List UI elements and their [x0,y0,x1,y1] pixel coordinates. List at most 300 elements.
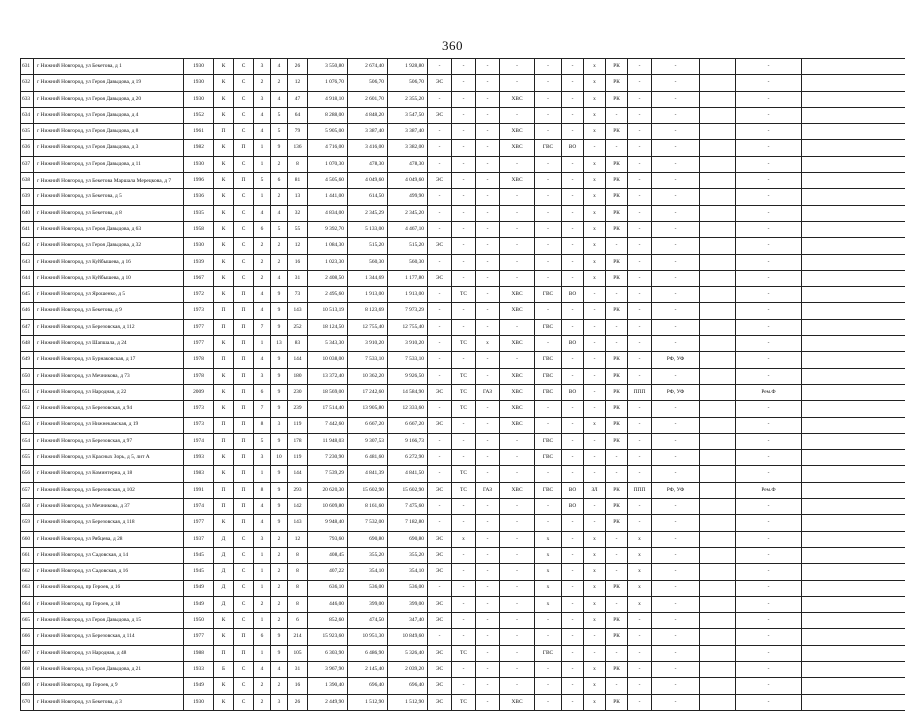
table-cell: 354,10 [388,564,428,580]
table-cell [700,303,736,319]
table-cell: 1 [254,156,271,172]
table-cell: С [234,238,254,254]
table-cell: 9 307,53 [348,433,388,449]
table-cell: 17 514,40 [308,401,348,417]
table-cell: - [452,91,476,107]
table-cell: - [584,499,606,515]
table-cell: ЭС [428,661,452,677]
table-cell: 9 392,70 [308,221,348,237]
table-cell: 13 372,40 [308,368,348,384]
table-cell: - [562,91,584,107]
table-cell: 2 [254,596,271,612]
table-cell: РК [606,189,628,205]
table-cell: - [452,221,476,237]
table-cell: х [584,59,606,75]
table-cell: - [652,254,700,270]
table-cell [802,547,905,563]
table-cell: 399,00 [348,596,388,612]
table-cell: 83 [288,336,308,352]
table-cell: С [234,75,254,91]
table-cell: П [214,303,234,319]
table-cell: х [628,580,652,596]
table-cell: - [736,661,802,677]
table-cell: 1 177,80 [388,270,428,286]
table-cell: ХВС [500,124,535,140]
table-cell: - [428,91,452,107]
table-cell: 12 [288,75,308,91]
table-cell: С [234,221,254,237]
table-cell: РК [606,499,628,515]
table-cell: ГВС [535,645,562,661]
table-cell: К [214,270,234,286]
table-cell: ТС [452,645,476,661]
table-cell: 1 [254,140,271,156]
table-cell [802,91,905,107]
table-cell: - [736,629,802,645]
table-cell: - [628,515,652,531]
table-cell: 8 [288,156,308,172]
table-cell: ТС [452,336,476,352]
table-cell: - [428,156,452,172]
table-cell: С [234,547,254,563]
table-cell: 7 182,80 [388,515,428,531]
table-cell: г Нижний Новгород, пр Героев, д 16 [34,580,184,596]
table-cell: х [584,189,606,205]
table-cell: - [500,189,535,205]
table-cell: 9 [271,140,288,156]
table-cell [700,368,736,384]
table-cell: 1977 [184,336,214,352]
table-cell: х [584,613,606,629]
table-cell: - [652,531,700,547]
table-cell: 6 486,90 [348,645,388,661]
table-cell [700,91,736,107]
table-cell: - [606,238,628,254]
table-cell: 1973 [184,401,214,417]
table-cell: П [214,124,234,140]
table-cell: П [234,319,254,335]
table-cell: - [584,645,606,661]
table-cell: х [584,221,606,237]
table-cell: 661 [21,547,34,563]
table-cell: 2 [271,678,288,694]
table-cell [802,678,905,694]
table-cell: 31 [288,270,308,286]
table-cell: ТС [452,482,476,498]
table-cell [802,450,905,466]
table-cell: - [428,433,452,449]
table-cell: 9 166,73 [388,433,428,449]
table-cell: 8 123,69 [348,303,388,319]
table-row [21,156,905,172]
table-cell: - [584,140,606,156]
table-cell: - [652,515,700,531]
table-cell: - [736,336,802,352]
table-cell: - [500,678,535,694]
table-cell: - [652,417,700,433]
table-cell: 696,40 [388,678,428,694]
table-cell [802,238,905,254]
table-cell: 2 [271,238,288,254]
table-cell: 446,00 [308,596,348,612]
table-cell: - [535,75,562,91]
table-cell: - [628,140,652,156]
table-cell: г Нижний Новгород, ул Мечникова, д 37 [34,499,184,515]
table-cell: ХВС [500,401,535,417]
table-cell: - [500,645,535,661]
table-cell: - [584,401,606,417]
table-cell: 1930 [184,59,214,75]
table-cell: К [214,59,234,75]
table-cell: 1978 [184,368,214,384]
table-cell: ЭС [428,75,452,91]
table-cell: 9 [271,401,288,417]
table-cell: - [500,499,535,515]
table-cell: 32 [288,205,308,221]
table-cell: х [584,124,606,140]
table-cell: - [652,238,700,254]
table-cell: П [234,515,254,531]
table-cell: - [428,336,452,352]
table-cell: 7 230,90 [308,450,348,466]
table-cell: ЭС [428,238,452,254]
table-cell: г Нижний Новгород, ул Героя Давыдова, д 63 [34,221,184,237]
table-cell: 1993 [184,450,214,466]
table-cell: 1977 [184,515,214,531]
table-cell: - [562,547,584,563]
table-cell [802,661,905,677]
table-cell: г Нижний Новгород, ул Ярошенко, д 5 [34,287,184,303]
table-cell: - [628,319,652,335]
table-cell: ГВС [535,450,562,466]
table-cell: 3 387,40 [388,124,428,140]
table-cell [700,205,736,221]
table-cell: 1958 [184,221,214,237]
table-cell: 3 547,50 [388,107,428,123]
table-cell: 1 [254,336,271,352]
table-cell: - [652,140,700,156]
table-cell: 1 913,00 [388,287,428,303]
table-cell: - [652,336,700,352]
table-cell: - [606,645,628,661]
table-cell: - [562,238,584,254]
table-cell: С [234,91,254,107]
table-cell: г Нижний Новгород, ул Героя Давыдова, д 4 [34,107,184,123]
table-row [21,270,905,286]
table-cell: - [452,270,476,286]
table-cell: ВО [562,336,584,352]
table-row [21,173,905,189]
table-cell [802,613,905,629]
table-cell: 136 [288,140,308,156]
table-cell: 1930 [184,156,214,172]
table-cell: х [584,564,606,580]
table-cell: - [452,564,476,580]
table-cell: - [562,678,584,694]
table-cell: 1939 [184,254,214,270]
table-cell: - [476,629,500,645]
table-cell: РК [606,661,628,677]
table-cell: г Нижний Новгород, ул Шапшала, д 24 [34,336,184,352]
table-row [21,450,905,466]
table-cell: - [606,336,628,352]
table-cell: - [606,564,628,580]
table-row [21,254,905,270]
table-cell: х [584,270,606,286]
table-cell: - [535,661,562,677]
table-cell: 696,40 [348,678,388,694]
table-cell: - [652,319,700,335]
table-cell: 690,80 [388,531,428,547]
table-cell: 119 [288,417,308,433]
table-cell: 2 601,70 [348,91,388,107]
table-cell [802,189,905,205]
table-cell: П [234,645,254,661]
table-cell: ГВС [535,368,562,384]
table-cell: - [452,173,476,189]
table-cell [802,173,905,189]
table-cell [802,319,905,335]
table-cell: - [628,59,652,75]
table-cell: С [234,124,254,140]
table-cell: С [234,564,254,580]
table-cell: г Нижний Новгород, ул Рябцева, д 28 [34,531,184,547]
table-cell: ЭС [428,173,452,189]
table-cell: - [535,613,562,629]
table-cell: 1 928,80 [388,59,428,75]
table-cell: - [452,319,476,335]
table-cell: 1949 [184,596,214,612]
table-cell [802,384,905,400]
table-cell: - [535,515,562,531]
table-cell: 7 [254,319,271,335]
table-cell: ХВС [500,287,535,303]
table-cell: ЗЛ [584,482,606,498]
table-cell: 641 [21,221,34,237]
table-cell: 347,40 [388,613,428,629]
table-row [21,336,905,352]
table-cell: 1 [254,645,271,661]
table-cell: Д [214,547,234,563]
table-cell: К [214,287,234,303]
table-cell: 642 [21,238,34,254]
table-cell: 8 [288,596,308,612]
table-cell: ТС [452,466,476,482]
table-cell: 11 948,03 [308,433,348,449]
table-cell: ЭС [428,694,452,710]
table-cell: 4 [254,124,271,140]
table-cell [700,124,736,140]
table-cell: - [428,59,452,75]
table-cell: 12 [288,238,308,254]
table-row [21,515,905,531]
table-cell: 3 [254,368,271,384]
table-cell: К [214,613,234,629]
table-cell [802,645,905,661]
table-cell: - [652,564,700,580]
table-cell: - [428,580,452,596]
table-cell: - [736,107,802,123]
table-cell: - [535,156,562,172]
table-cell: 634 [21,107,34,123]
table-cell: 4 [271,661,288,677]
table-cell: - [428,254,452,270]
table-cell: 2009 [184,384,214,400]
table-cell: 666 [21,629,34,645]
table-cell [700,564,736,580]
table-cell: 656 [21,466,34,482]
table-cell [700,515,736,531]
table-cell: х [584,678,606,694]
table-cell: - [652,678,700,694]
table-cell: ХВС [500,384,535,400]
table-cell: ВО [562,384,584,400]
table-cell [802,580,905,596]
table-cell: - [584,352,606,368]
table-cell: 2 [271,75,288,91]
table-cell: - [652,270,700,286]
table-cell: 793,60 [308,531,348,547]
table-cell: 1950 [184,613,214,629]
table-cell: ТС [452,384,476,400]
table-row [21,580,905,596]
table-cell: - [428,401,452,417]
table-cell: г Нижний Новгород, ул Нижнекамская, д 19 [34,417,184,433]
table-cell: 9 [271,629,288,645]
table-cell: - [562,124,584,140]
table-cell: - [736,140,802,156]
table-cell: ЭС [428,547,452,563]
table-cell: 144 [288,352,308,368]
table-cell: - [535,189,562,205]
table-cell: 1973 [184,417,214,433]
table-cell: 3 [254,59,271,75]
table-cell: - [584,303,606,319]
table-cell: ХВС [500,482,535,498]
table-cell: - [736,450,802,466]
table-cell: 6 667,20 [348,417,388,433]
table-cell: - [476,238,500,254]
table-cell: Рем.Ф [736,482,802,498]
table-cell: С [234,270,254,286]
table-cell: г Нижний Новгород, пр Героев, д 18 [34,596,184,612]
table-cell [700,499,736,515]
table-cell: К [214,254,234,270]
table-cell: 20 620,30 [308,482,348,498]
table-cell [700,482,736,498]
table-cell [802,221,905,237]
table-cell: П [214,417,234,433]
table-cell [700,645,736,661]
table-cell: - [452,75,476,91]
table-cell: 3 [271,417,288,433]
table-cell: 293 [288,482,308,498]
table-cell: 8 [254,417,271,433]
table-cell: ВО [562,482,584,498]
table-cell: 73 [288,287,308,303]
table-cell: - [584,336,606,352]
table-cell: - [736,564,802,580]
table-cell: - [736,270,802,286]
table-cell [802,156,905,172]
table-cell: - [562,352,584,368]
table-row [21,401,905,417]
table-cell: ХВС [500,368,535,384]
table-cell: г Нижний Новгород, ул Березовская, д 118 [34,515,184,531]
table-cell: - [562,401,584,417]
table-cell: 1930 [184,75,214,91]
table-cell: - [452,124,476,140]
table-cell: - [562,75,584,91]
table-cell [802,75,905,91]
table-cell: 2 [271,531,288,547]
table-cell: 8 [288,580,308,596]
table-cell: П [234,450,254,466]
table-cell: РК [606,303,628,319]
table-cell: ХВС [500,694,535,710]
table-cell: 6 667,20 [388,417,428,433]
table-cell: 5 [271,124,288,140]
table-cell: 1974 [184,433,214,449]
table-cell: 2 [254,254,271,270]
table-cell: 9 [271,368,288,384]
table-cell: - [500,254,535,270]
table-cell [700,401,736,417]
table-cell: - [736,352,802,368]
table-cell: - [736,515,802,531]
table-cell: - [628,270,652,286]
table-cell: 515,20 [388,238,428,254]
table-cell: 478,30 [388,156,428,172]
table-cell: - [652,59,700,75]
table-cell: - [500,629,535,645]
table-cell: 614,50 [348,189,388,205]
table-cell: 9 948,40 [308,515,348,531]
table-cell: г Нижний Новгород, ул Бекетова, д 1 [34,59,184,75]
table-cell: ХВС [500,336,535,352]
table-row [21,613,905,629]
table-cell [802,596,905,612]
table-row [21,303,905,319]
table-cell: 1937 [184,531,214,547]
table-cell: - [736,531,802,547]
table-cell: - [476,678,500,694]
table-cell: С [234,580,254,596]
table-cell: - [562,466,584,482]
table-cell: - [584,450,606,466]
table-cell: 8 [288,564,308,580]
table-row [21,482,905,498]
table-cell: - [452,499,476,515]
table-row [21,75,905,91]
table-cell: - [428,466,452,482]
table-cell [700,254,736,270]
table-cell: 638 [21,173,34,189]
table-cell: К [214,91,234,107]
table-cell: - [652,221,700,237]
table-cell: - [628,694,652,710]
table-cell: г Нижний Новгород, ул Народная, д 22 [34,384,184,400]
table-cell: 1 441,00 [308,189,348,205]
table-cell [802,107,905,123]
table-cell: 4 049,60 [348,173,388,189]
table-cell: 1982 [184,140,214,156]
table-cell: 12 755,40 [388,319,428,335]
table-cell: 9 [271,303,288,319]
table-cell: 143 [288,303,308,319]
table-cell: х [584,156,606,172]
table-cell: 18 124,50 [308,319,348,335]
